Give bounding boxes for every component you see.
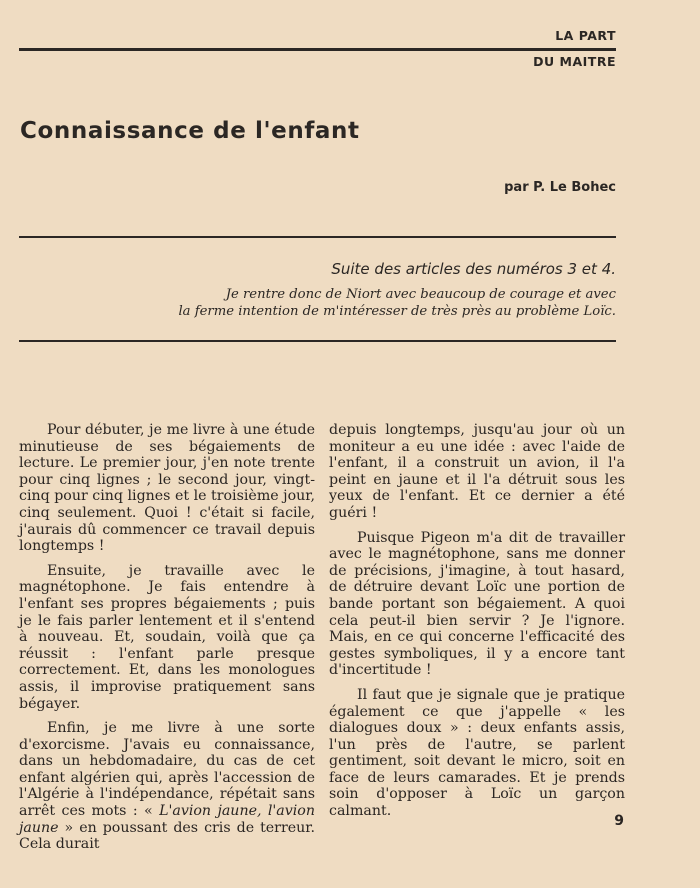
paragraph: Il faut que je signale que je pratique également ce que j'appelle « les dialogues doux » : deux enfants assis, l'un près de l'autre, se parlent gentiment, soit devant le micro, soit en face de leurs camarades. Et je prends soin d'opposer à Loïc un garçon calmant.	[329, 686, 625, 820]
paragraph	[19, 720, 315, 853]
paragraph: Pour débuter, je me livre à une étude minutieuse de ses bégaiements de lecture. Le premier jour, j'en note trente pour cinq lignes ; le second jour, vingt-cinq pour cinq lignes et le troisième jour, cinq seulement. Quoi ! c'était si facile, j'aurais dû commencer ce travail depuis longtemps !	[19, 422, 315, 555]
paragraph-text: Enfin, je me livre à une sorte d'exorcisme. J'avais eu connaissance, dans un hebdomadaire, du cas de cet enfant algérien qui, après l'accession de l'Algérie à l'indépendance, répétait sans arrêt ces mots : «	[19, 720, 315, 820]
article-intro	[136, 286, 616, 320]
body-column-1	[19, 422, 315, 861]
header-rule	[19, 48, 616, 51]
paragraph: Ensuite, je travaille avec le magnétophone. Je fais entendre à l'enfant ses propres bégaiements ; puis je le fais parler lentement et il s'entend à nouveau. Et, soudain, voilà que ça réussit : l'enfant parle presque correctement. Et, dans les monologues assis, il improvise pratiquement sans bégayer.	[19, 562, 315, 712]
page-number: 9	[614, 813, 624, 829]
intro-line-1: Je rentre donc de Niort avec beaucoup de courage et avec	[225, 287, 616, 302]
quoted-phrase: L'avion jaune, l'avion jaune	[19, 803, 315, 836]
body-column-2	[329, 422, 625, 828]
section-label-line1: LA PART	[555, 28, 616, 43]
paragraph-text: » en poussant des cris de terreur. Cela durait	[19, 819, 315, 853]
title-rule-bottom	[19, 236, 616, 238]
article-author: par P. Le Bohec	[504, 180, 616, 195]
intro-line-2: la ferme intention de m'intéresser de très près au problème Loïc.	[178, 304, 616, 319]
intro-rule-bottom	[19, 340, 616, 342]
paragraph: Puisque Pigeon m'a dit de travailler avec le magnétophone, sans me donner de précisions, j'imagine, à tout hasard, de détruire devant Loïc une portion de bande portant son bégaiement. A quoi cela peut-il bien servir ? Je l'ignore. Mais, en ce qui concerne l'efficacité des gestes symboliques, il y a encore tant d'incertitude !	[329, 529, 625, 679]
article-subtitle: Suite des articles des numéros 3 et 4.	[331, 260, 616, 278]
section-label-line2: DU MAITRE	[533, 54, 616, 69]
paragraph: depuis longtemps, jusqu'au jour où un moniteur a eu une idée : avec l'aide de l'enfant, il a construit un avion, il l'a peint en jaune et il l'a détruit sous les yeux de l'enfant. Et ce dernier a été guéri !	[329, 422, 625, 521]
article-title: Connaissance de l'enfant	[20, 118, 360, 144]
